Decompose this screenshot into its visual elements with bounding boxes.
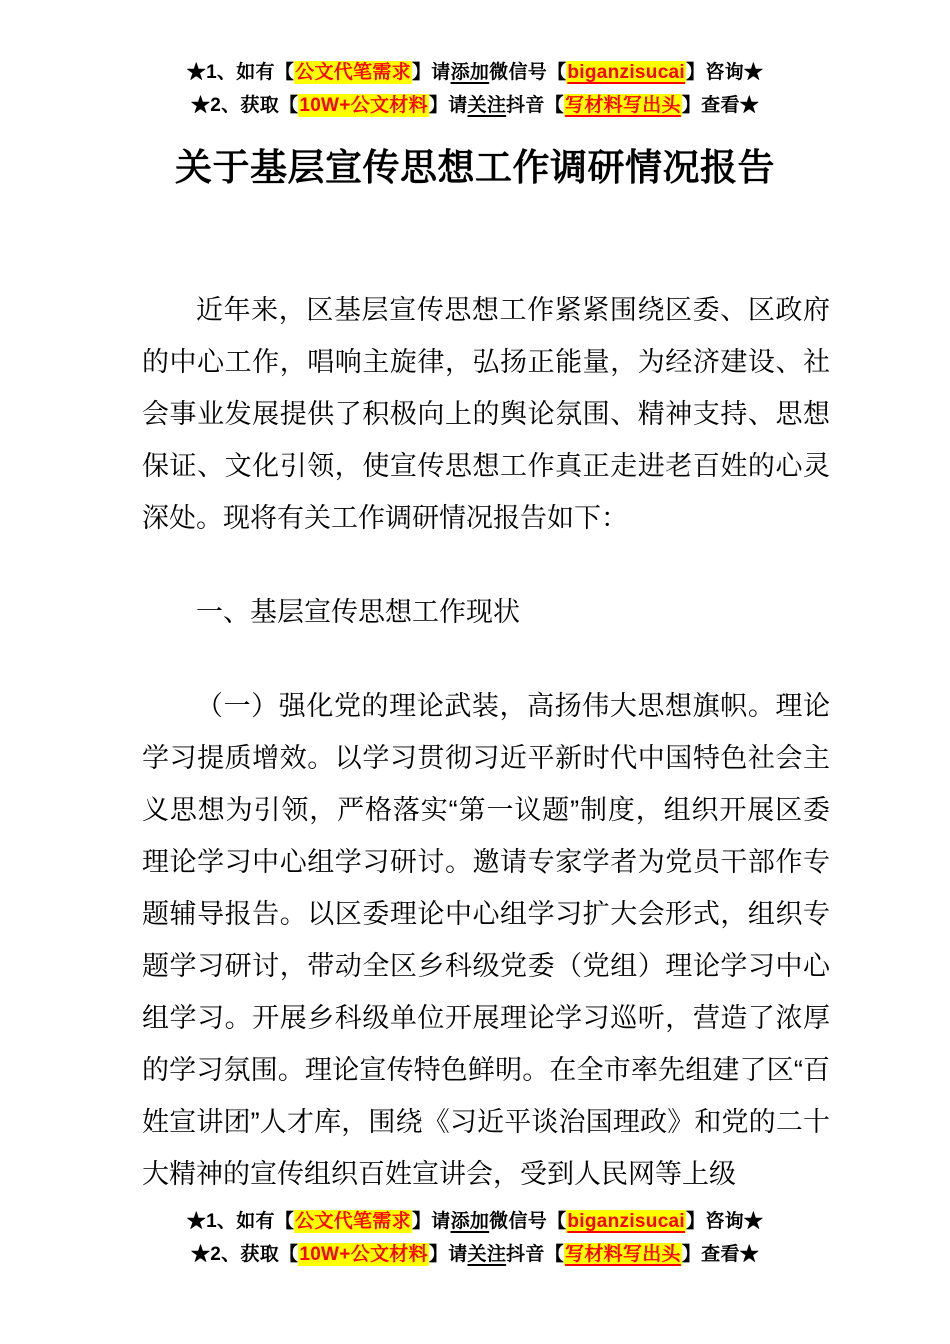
- promo-text: 抖音【: [506, 95, 565, 116]
- header-promo-line-2: [0, 89, 950, 122]
- promo-highlight-writing-service: 公文代笔需求: [295, 62, 411, 83]
- promo-text: 微信号【: [489, 1211, 567, 1232]
- promo-text: 】请: [428, 1244, 468, 1265]
- promo-douyin-id: 写材料写出头: [565, 1244, 681, 1265]
- promo-text: 】查看★: [681, 1244, 760, 1265]
- promo-text: ★1、如有【: [186, 62, 295, 83]
- promo-highlight-writing-service: 公文代笔需求: [295, 1211, 411, 1232]
- promo-text: 】请: [411, 1211, 451, 1232]
- promo-text: ★2、获取【: [190, 95, 299, 116]
- section-heading-1: 一、基层宣传思想工作现状: [196, 597, 520, 627]
- promo-underline-add: 添加: [450, 1211, 490, 1232]
- body-paragraph-intro: 近年来，区基层宣传思想工作紧紧围绕区委、区政府的中心工作，唱响主旋律，弘扬正能量，为经济建设、社会事业发展提供了积极向上的舆论氛围、精神支持、思想保证、文化引领，使宣传思想工作真正走进老百姓的心灵深处。现将有关工作调研情况报告如下：: [142, 295, 830, 533]
- promo-text: 】请: [411, 62, 451, 83]
- document-body: [142, 284, 830, 1200]
- promo-wechat-id: biganzisucai: [567, 1211, 686, 1232]
- header-promo: [0, 56, 950, 122]
- promo-text: 】查看★: [681, 95, 760, 116]
- promo-text: 抖音【: [506, 1244, 565, 1265]
- promo-underline-add: 添加: [450, 62, 490, 83]
- promo-highlight-materials: 10W+公文材料: [299, 1244, 428, 1265]
- promo-text: 】咨询★: [686, 1211, 764, 1232]
- promo-underline-follow: 关注: [467, 1244, 507, 1265]
- promo-douyin-id: 写材料写出头: [565, 95, 681, 116]
- promo-underline-follow: 关注: [467, 95, 507, 116]
- footer-promo: [0, 1205, 950, 1271]
- promo-wechat-id: biganzisucai: [567, 62, 686, 83]
- promo-text: 】请: [428, 95, 468, 116]
- header-promo-line-1: [0, 56, 950, 89]
- promo-text: ★1、如有【: [186, 1211, 295, 1232]
- footer-promo-line-1: [0, 1205, 950, 1238]
- body-paragraph-section-1-1: （一）强化党的理论武装，高扬伟大思想旗帜。理论学习提质增效。以学习贯彻习近平新时代中国特色社会主义思想为引领，严格落实“第一议题”制度，组织开展区委理论学习中心组学习研讨。邀请专家学者为党员干部作专题辅导报告。以区委理论中心组学习扩大会形式，组织专题学习研讨，带动全区乡科级党委（党组）理论学习中心组学习。开展乡科级单位开展理论学习巡听，营造了浓厚的学习氛围。理论宣传特色鲜明。在全市率先组建了区“百姓宣讲团”人才库，围绕《习近平谈治国理政》和党的二十大精神的宣传组织百姓宣讲会，受到人民网等上级: [142, 691, 830, 1189]
- promo-highlight-materials: 10W+公文材料: [299, 95, 428, 116]
- footer-promo-line-2: [0, 1238, 950, 1271]
- promo-text: 】咨询★: [686, 62, 764, 83]
- document-title: 关于基层宣传思想工作调研情况报告: [175, 147, 775, 188]
- promo-text: ★2、获取【: [190, 1244, 299, 1265]
- promo-text: 微信号【: [489, 62, 567, 83]
